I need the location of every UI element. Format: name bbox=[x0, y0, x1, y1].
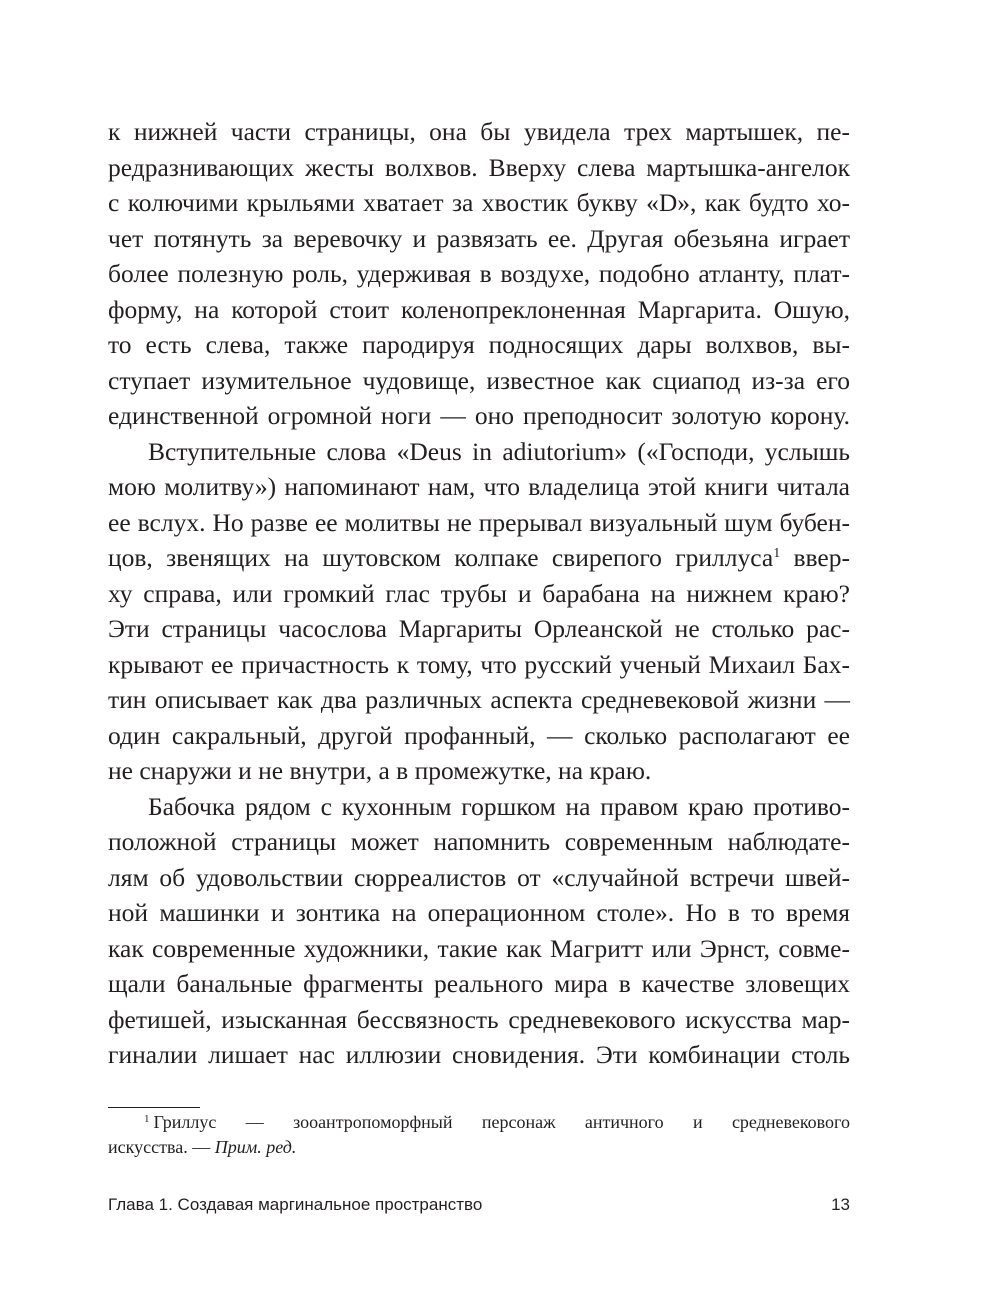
text-line: тин описывает как два различных аспекта средневековой жизни — bbox=[108, 685, 850, 714]
text-line: единственной огромной ноги — оно преподносит золотую корону. bbox=[108, 401, 850, 430]
text-line: чет потянуть за веревочку и развязать ее. Другая обезьяна играет bbox=[108, 223, 850, 253]
chapter-title: Глава 1. Создавая маргинальное пространство bbox=[108, 1195, 483, 1214]
text-line: Бабочка рядом с кухонным горшком на правом краю противо- bbox=[148, 791, 850, 821]
text-line: редразнивающих жесты волхвов. Вверху слева мартышка-ангелок bbox=[108, 152, 850, 182]
footnote-text: искусства. — bbox=[108, 1137, 215, 1157]
footnote-divider bbox=[108, 1107, 200, 1108]
text-line: фетишей, изысканная бессвязность средневекового искусства мар- bbox=[108, 1004, 850, 1034]
text-line: более полезную роль, удерживая в воздухе, подобно атланту, плат- bbox=[108, 259, 850, 288]
text-line: лям об удовольствии сюрреалистов от «случайной встречи швей- bbox=[108, 862, 850, 892]
text-segment: цов, звенящих на шутовском колпаке свирепого гриллуса bbox=[108, 543, 774, 572]
footnote bbox=[108, 1110, 850, 1160]
text-line: мою молитву») напоминают нам, что владелица этой книги читала bbox=[108, 472, 850, 501]
text-line: то есть слева, также пародируя подносящих дары волхвов, вы- bbox=[108, 330, 850, 359]
text-line: к нижней части страницы, она бы увидела трех мартышек, пе- bbox=[108, 117, 850, 146]
text-segment: ввер- bbox=[780, 543, 850, 572]
text-line: гиналии лишает нас иллюзии сновидения. Эти комбинации столь bbox=[108, 1040, 850, 1069]
text-line: не снаружи и не внутри, а в промежутке, на краю. bbox=[108, 756, 652, 785]
text-line: крывают ее причастность к тому, что русский ученый Михаил Бах- bbox=[108, 649, 850, 679]
text-line: с колючими крыльями хватает за хвостик букву «D», как будто хо- bbox=[108, 188, 850, 217]
footnote-text: Гриллус — зооантропоморфный персонаж античного и средневекового bbox=[153, 1112, 850, 1132]
footnote-marker: 1 bbox=[144, 1113, 150, 1125]
text-line: один сакральный, другой профанный, — сколько располагают ее bbox=[108, 720, 850, 750]
text-line: щали банальные фрагменты реального мира в качестве зловещих bbox=[108, 969, 850, 998]
paragraph-3 bbox=[108, 789, 850, 1073]
page-number: 13 bbox=[831, 1195, 850, 1214]
text-line-with-footnote bbox=[108, 540, 850, 576]
footnote-line bbox=[108, 1110, 850, 1135]
paragraph-2 bbox=[108, 434, 850, 789]
text-line: форму, на которой стоит коленопреклоненная Маргарита. Ошую, bbox=[108, 294, 850, 324]
text-line: Вступительные слова «Deus in adiutorium» («Господи, услышь bbox=[148, 436, 850, 466]
footnote-line bbox=[108, 1135, 850, 1160]
text-line: Эти страницы часослова Маргариты Орлеанской не столько рас- bbox=[108, 614, 850, 643]
text-line: положной страницы может напомнить современным наблюдате- bbox=[108, 827, 850, 856]
text-line: ху справа, или громкий глас трубы и барабана на нижнем краю? bbox=[108, 578, 850, 608]
main-text bbox=[108, 114, 850, 1073]
text-line: как современные художники, такие как Магритт или Эрнст, совме- bbox=[108, 933, 850, 963]
paragraph-1 bbox=[108, 114, 850, 434]
editor-note: Прим. ред. bbox=[214, 1137, 297, 1157]
running-footer bbox=[108, 1194, 850, 1216]
text-line: ной машинки и зонтика на операционном столе». Но в то время bbox=[108, 898, 850, 927]
text-line: ее вслух. Но разве ее молитвы не прерывал визуальный шум бубен- bbox=[108, 507, 850, 537]
footnote-reference[interactable]: 1 bbox=[773, 546, 781, 561]
text-line: ступает изумительное чудовище, известное как сциапод из-за его bbox=[108, 365, 850, 395]
